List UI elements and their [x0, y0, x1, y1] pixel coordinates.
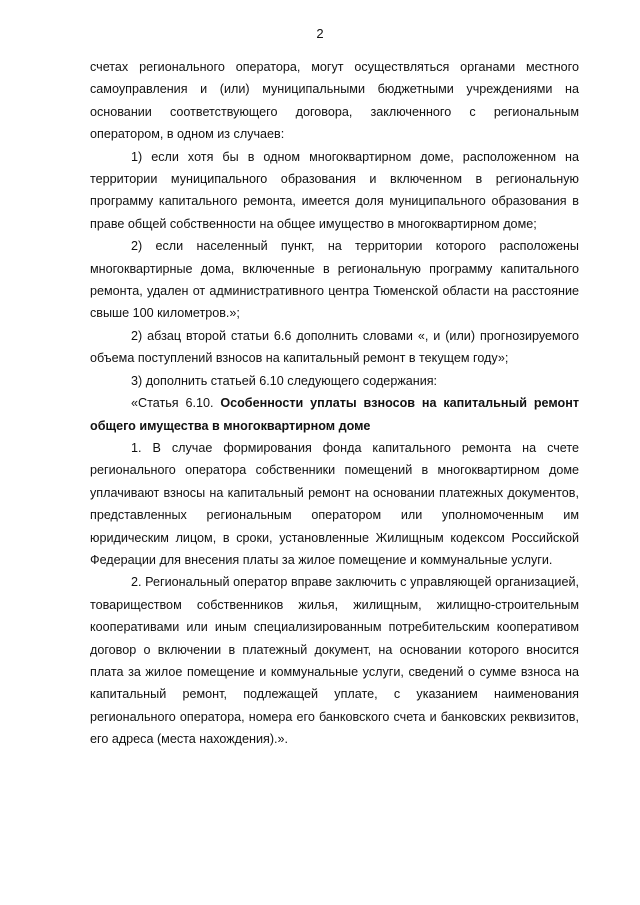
- article-clause-1: 1. В случае формирования фонда капитального ремонта на счете регионального оператора собственники помещений в многоквартирном доме уплачивают взносы на капитальный ремонт на основании платежных документов, представленных региональным оператором или уполномоченным им юридическим лицом, в сроки, установленные Жилищным кодексом Российской Федерации для внесения платы за жилое помещение и коммунальные услуги.: [90, 440, 579, 567]
- article-title: Особенности уплаты взносов на капитальный ремонт общего имущества в многоквартирном доме: [90, 396, 580, 433]
- paragraph-amendment-3: 3) дополнить статьей 6.10 следующего содержания:: [131, 373, 438, 388]
- article-clause-2: 2. Региональный оператор вправе заключить с управляющей организацией, товариществом собственников жилья, жилищным, жилищно-строительным кооперативами или иным специализированным потребительским кооперативом договор о включении в платежный документ, на основании которого вносится плата за жилое помещение и коммунальные услуги, сведений о сумме взноса на капитальный ремонт, подлежащей уплате, с указанием наименования регионального оператора, номера его банковского счета и банковских реквизитов, его адреса (места нахождения).».: [90, 575, 579, 747]
- paragraph-amendment-2: 2) абзац второй статьи 6.6 дополнить словами «, и (или) прогнозируемого объема поступлений взносов на капитальный ремонт в текущем году»;: [90, 328, 579, 366]
- paragraph-case-2: 2) если населенный пункт, на территории которого расположены многоквартирные дома, включенные в региональную программу капитального ремонта, удален от административного центра Тюменской области на расстояние свыше 100 километров.»;: [90, 239, 579, 321]
- paragraph-continuation: счетах регионального оператора, могут осуществляться органами местного самоуправления и (или) муниципальными бюджетными учреждениями на основании соответствующего договора, заключенного с региональным оператором, в одном из случаев:: [90, 60, 579, 142]
- article-prefix: «Статья 6.10.: [131, 396, 221, 411]
- paragraph-case-1: 1) если хотя бы в одном многоквартирном доме, расположенном на территории муниципального образования и включенном в региональную программу капитального ремонта, имеется доля муниципального образования в праве общей собственности на общее имущество в многоквартирном доме;: [90, 149, 579, 231]
- page-number: 2: [316, 26, 324, 41]
- document-body: [90, 56, 579, 751]
- article-heading: [90, 392, 579, 437]
